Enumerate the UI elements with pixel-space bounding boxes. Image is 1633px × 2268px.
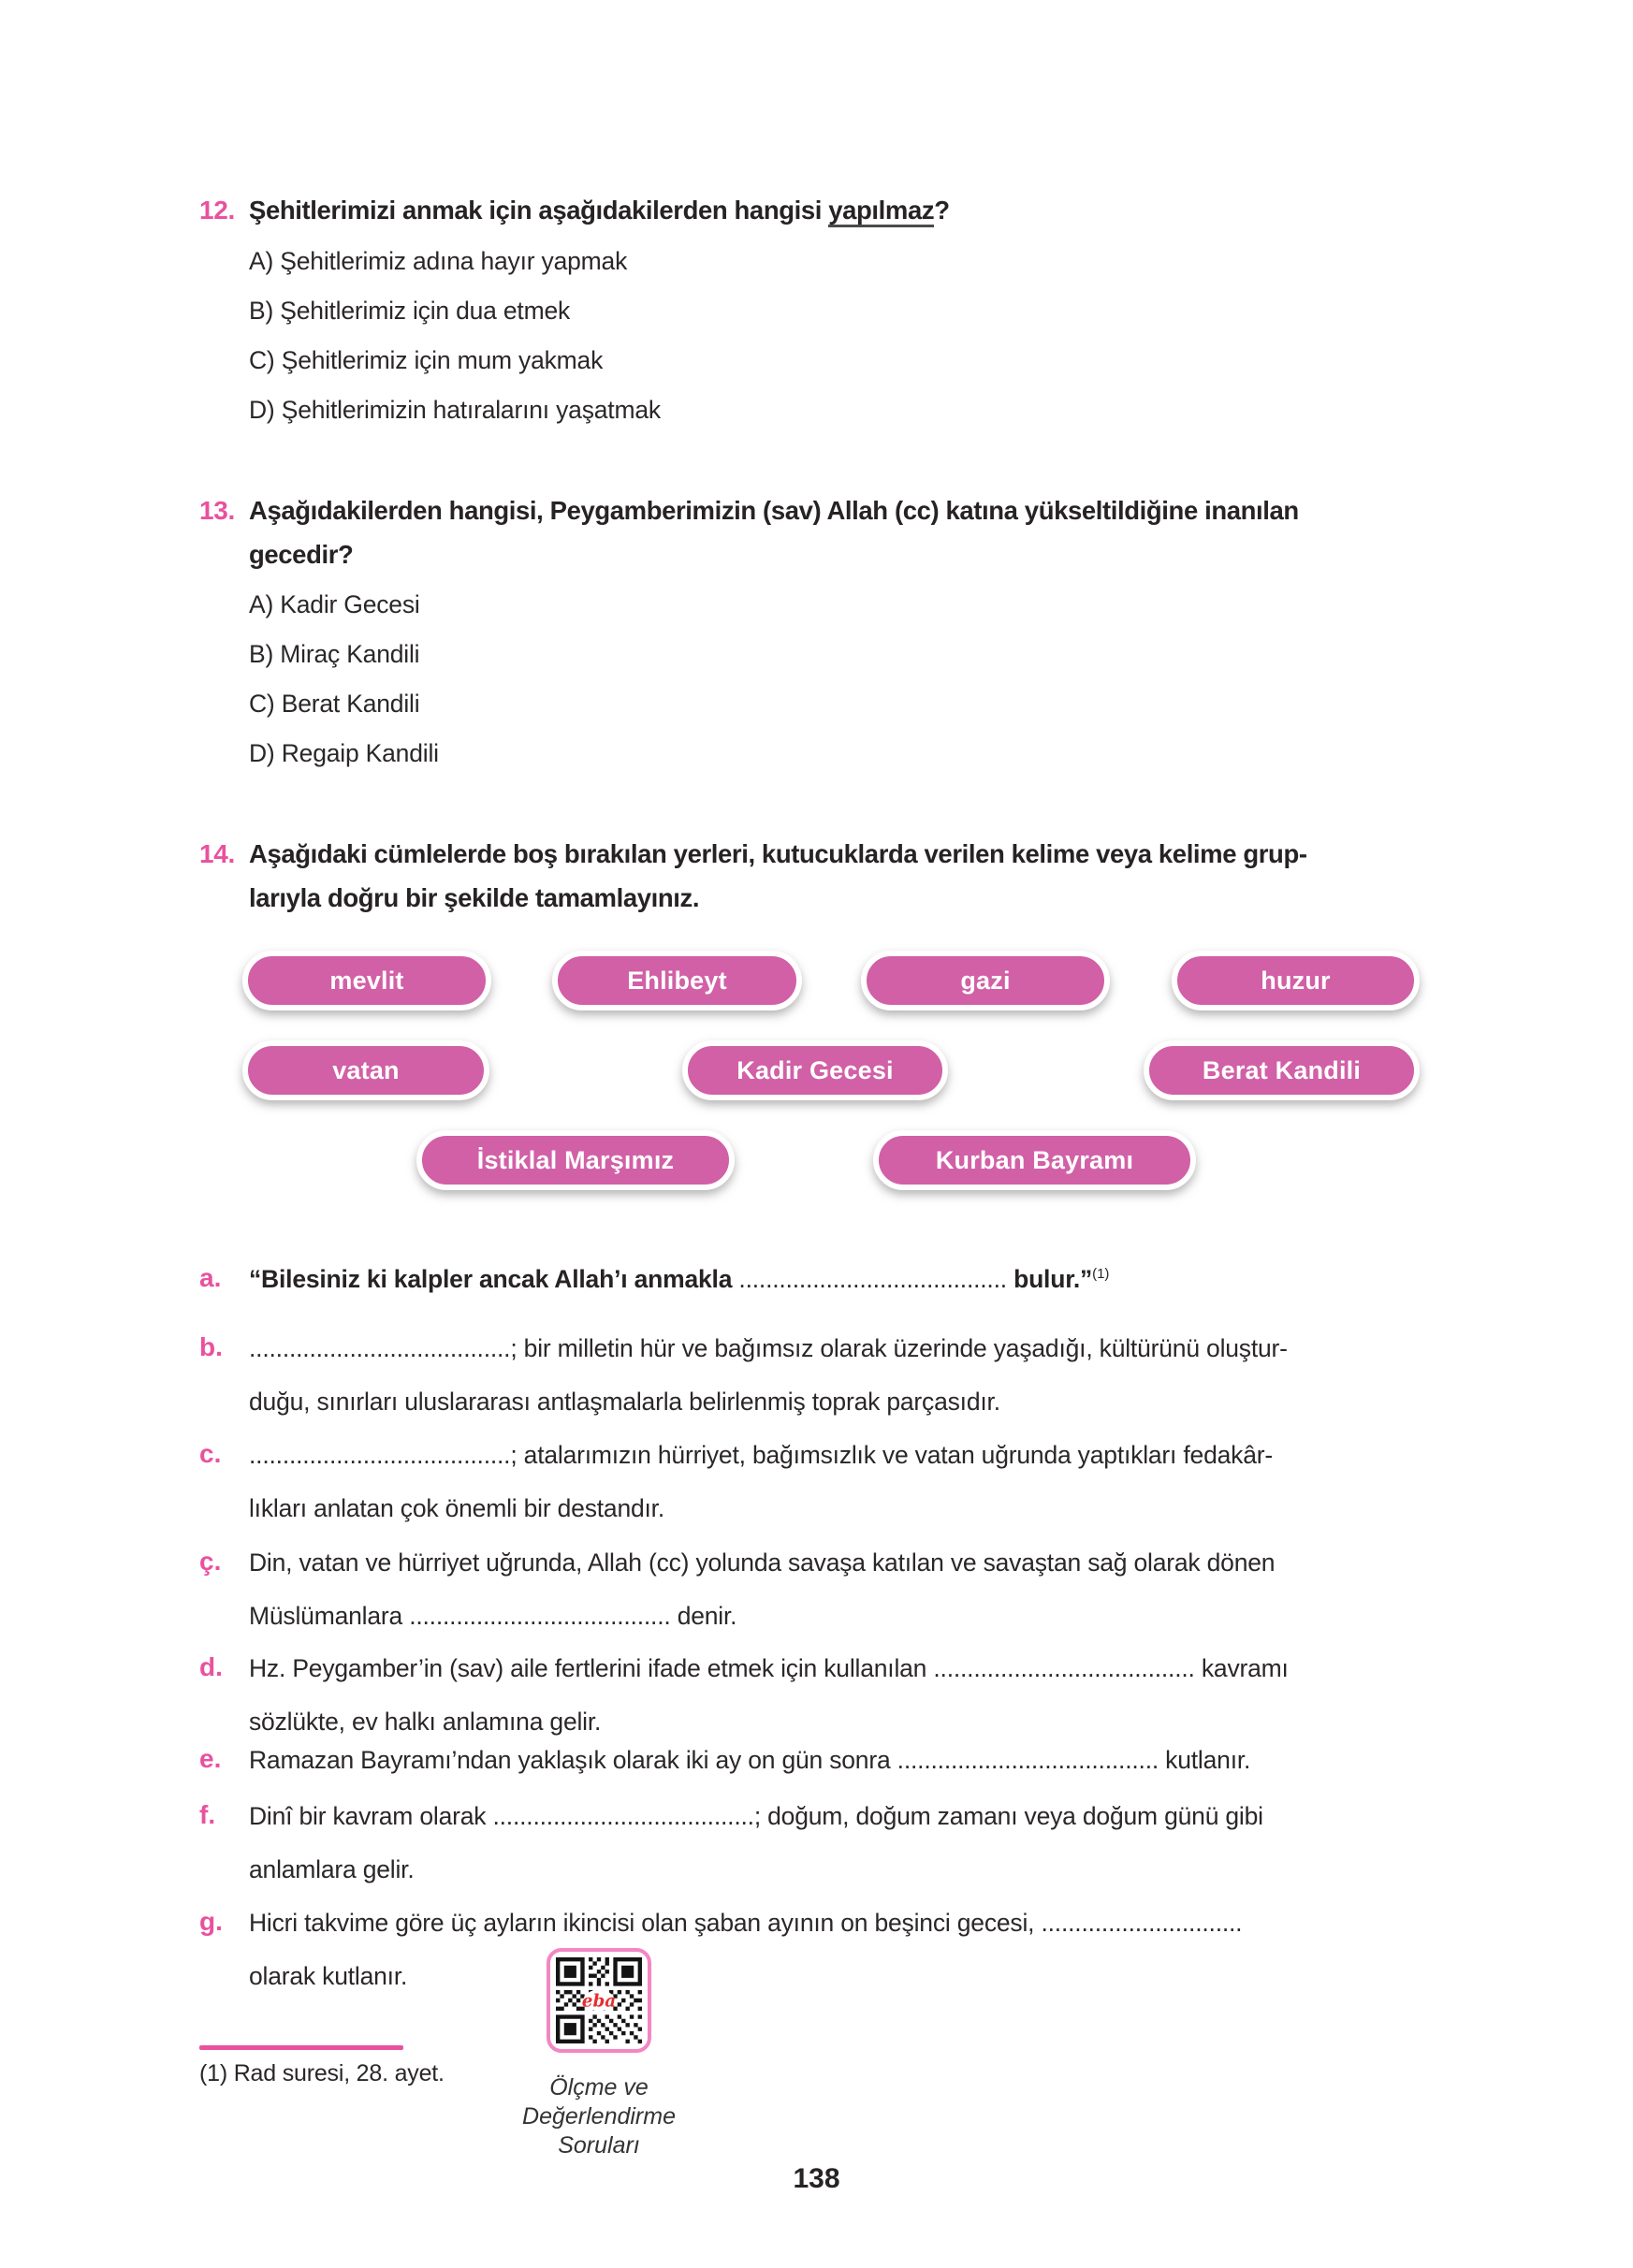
word-pill-ehlibeyt: Ehlibeyt <box>552 951 802 1010</box>
qr-caption <box>449 2073 749 2160</box>
item-c-cedilla-letter: ç. <box>199 1547 222 1576</box>
footnote-rule <box>199 2045 403 2050</box>
item-b-line2: duğu, sınırları uluslararası antlaşmalarla belirlenmiş toprak parçasıdır. <box>249 1388 1000 1416</box>
question-13-number: 13. <box>199 496 236 525</box>
word-pill-kadir-gecesi: Kadir Gecesi <box>682 1040 948 1100</box>
item-f-letter: f. <box>199 1800 216 1829</box>
question-12-title-end: ? <box>934 196 950 225</box>
item-c-cedilla-line1: Din, vatan ve hürriyet uğrunda, Allah (cc) yolunda savaşa katılan ve savaştan sağ olarak dönen <box>249 1548 1276 1577</box>
item-g-line2: olarak kutlanır. <box>249 1962 408 1990</box>
item-d-letter: d. <box>199 1652 223 1681</box>
item-e-letter: e. <box>199 1744 222 1773</box>
footnote-text: (1) Rad suresi, 28. ayet. <box>199 2060 445 2086</box>
qr-code-pattern <box>556 1957 642 2043</box>
item-d-line2: sözlükte, ev halkı anlamına gelir. <box>249 1708 602 1736</box>
question-13-option-a: A) Kadir Gecesi <box>249 590 420 618</box>
item-f-line1: Dinî bir kavram olarak .......................................; doğum, doğum zamanı veya doğum günü gibi <box>249 1802 1263 1830</box>
question-12-option-d: D) Şehitlerimizin hatıralarını yaşatmak <box>249 396 661 424</box>
question-14-number: 14. <box>199 839 236 868</box>
word-pill-vatan: vatan <box>242 1040 489 1100</box>
question-12-title-underlined-word: yapılmaz <box>828 197 934 227</box>
item-a-letter: a. <box>199 1263 222 1292</box>
item-e-line1: Ramazan Bayramı’ndan yaklaşık olarak iki ay on gün sonra ....................................... kutlanır. <box>249 1746 1251 1774</box>
question-13-title-line1: Aşağıdakilerden hangisi, Peygamberimizin (sav) Allah (cc) katına yükseltildiğine inanılan <box>249 496 1299 525</box>
question-12-option-c: C) Şehitlerimiz için mum yakmak <box>249 346 604 374</box>
word-pill-mevlit: mevlit <box>242 951 491 1010</box>
qr-caption-line2: Değerlendirme <box>522 2103 676 2130</box>
question-12-title <box>249 196 950 227</box>
item-d-line1: Hz. Peygamber’in (sav) aile fertlerini ifade etmek için kullanılan ....................................... kavramı <box>249 1654 1289 1682</box>
page-number: 138 <box>793 2163 840 2194</box>
word-pill-huzur: huzur <box>1172 951 1420 1010</box>
item-a-bold-post: bulur.” <box>1013 1265 1093 1293</box>
item-a-bold-pre: “Bilesiniz ki kalpler ancak Allah’ı anmakla <box>249 1265 733 1293</box>
question-14-title-line2: larıyla doğru bir şekilde tamamlayınız. <box>249 883 700 912</box>
question-12-option-a: A) Şehitlerimiz adına hayır yapmak <box>249 247 628 275</box>
item-g-line1: Hicri takvime göre üç ayların ikincisi olan şaban ayının on beşinci gecesi, .............................. <box>249 1909 1243 1937</box>
qr-caption-line1: Ölçme ve <box>549 2074 649 2101</box>
word-pill-kurban-bayrami: Kurban Bayramı <box>873 1130 1196 1190</box>
item-a-footnote-ref: (1) <box>1092 1266 1110 1282</box>
eba-logo: eba <box>581 1991 617 2012</box>
qr-caption-line3: Soruları <box>558 2132 640 2159</box>
question-12-title-pre: Şehitlerimizi anmak için aşağıdakilerden hangisi <box>249 196 829 225</box>
item-f-line2: anlamlara gelir. <box>249 1855 415 1883</box>
item-c-letter: c. <box>199 1439 222 1468</box>
item-c-cedilla-line2: Müslümanlara ....................................... denir. <box>249 1602 737 1630</box>
word-pill-berat-kandili: Berat Kandili <box>1144 1040 1420 1100</box>
item-a-line <box>249 1265 1109 1294</box>
word-pill-gazi: gazi <box>861 951 1110 1010</box>
item-a-blank: ........................................ <box>732 1265 1014 1293</box>
question-14-title-line1: Aşağıdaki cümlelerde boş bırakılan yerleri, kutucuklarda verilen kelime veya kelime grup- <box>249 839 1307 868</box>
item-b-line1: .......................................; bir milletin hür ve bağımsız olarak üzerinde yaşadığı, kültürünü oluştur- <box>249 1334 1288 1362</box>
question-13-option-b: B) Miraç Kandili <box>249 640 420 668</box>
item-c-line2: lıkları anlatan çok önemli bir destandır. <box>249 1494 665 1522</box>
item-c-line1: .......................................; atalarımızın hürriyet, bağımsızlık ve vatan uğrunda yaptıkları fedakâr- <box>249 1441 1273 1469</box>
word-pill-istiklal-marsimiz: İstiklal Marşımız <box>416 1130 735 1190</box>
qr-code <box>547 1948 651 2053</box>
question-13-option-c: C) Berat Kandili <box>249 690 420 718</box>
question-12-option-b: B) Şehitlerimiz için dua etmek <box>249 297 571 325</box>
item-b-letter: b. <box>199 1332 223 1361</box>
question-13-option-d: D) Regaip Kandili <box>249 739 439 767</box>
item-g-letter: g. <box>199 1907 223 1936</box>
question-13-title-line2: gecedir? <box>249 540 354 569</box>
question-12-number: 12. <box>199 196 236 225</box>
